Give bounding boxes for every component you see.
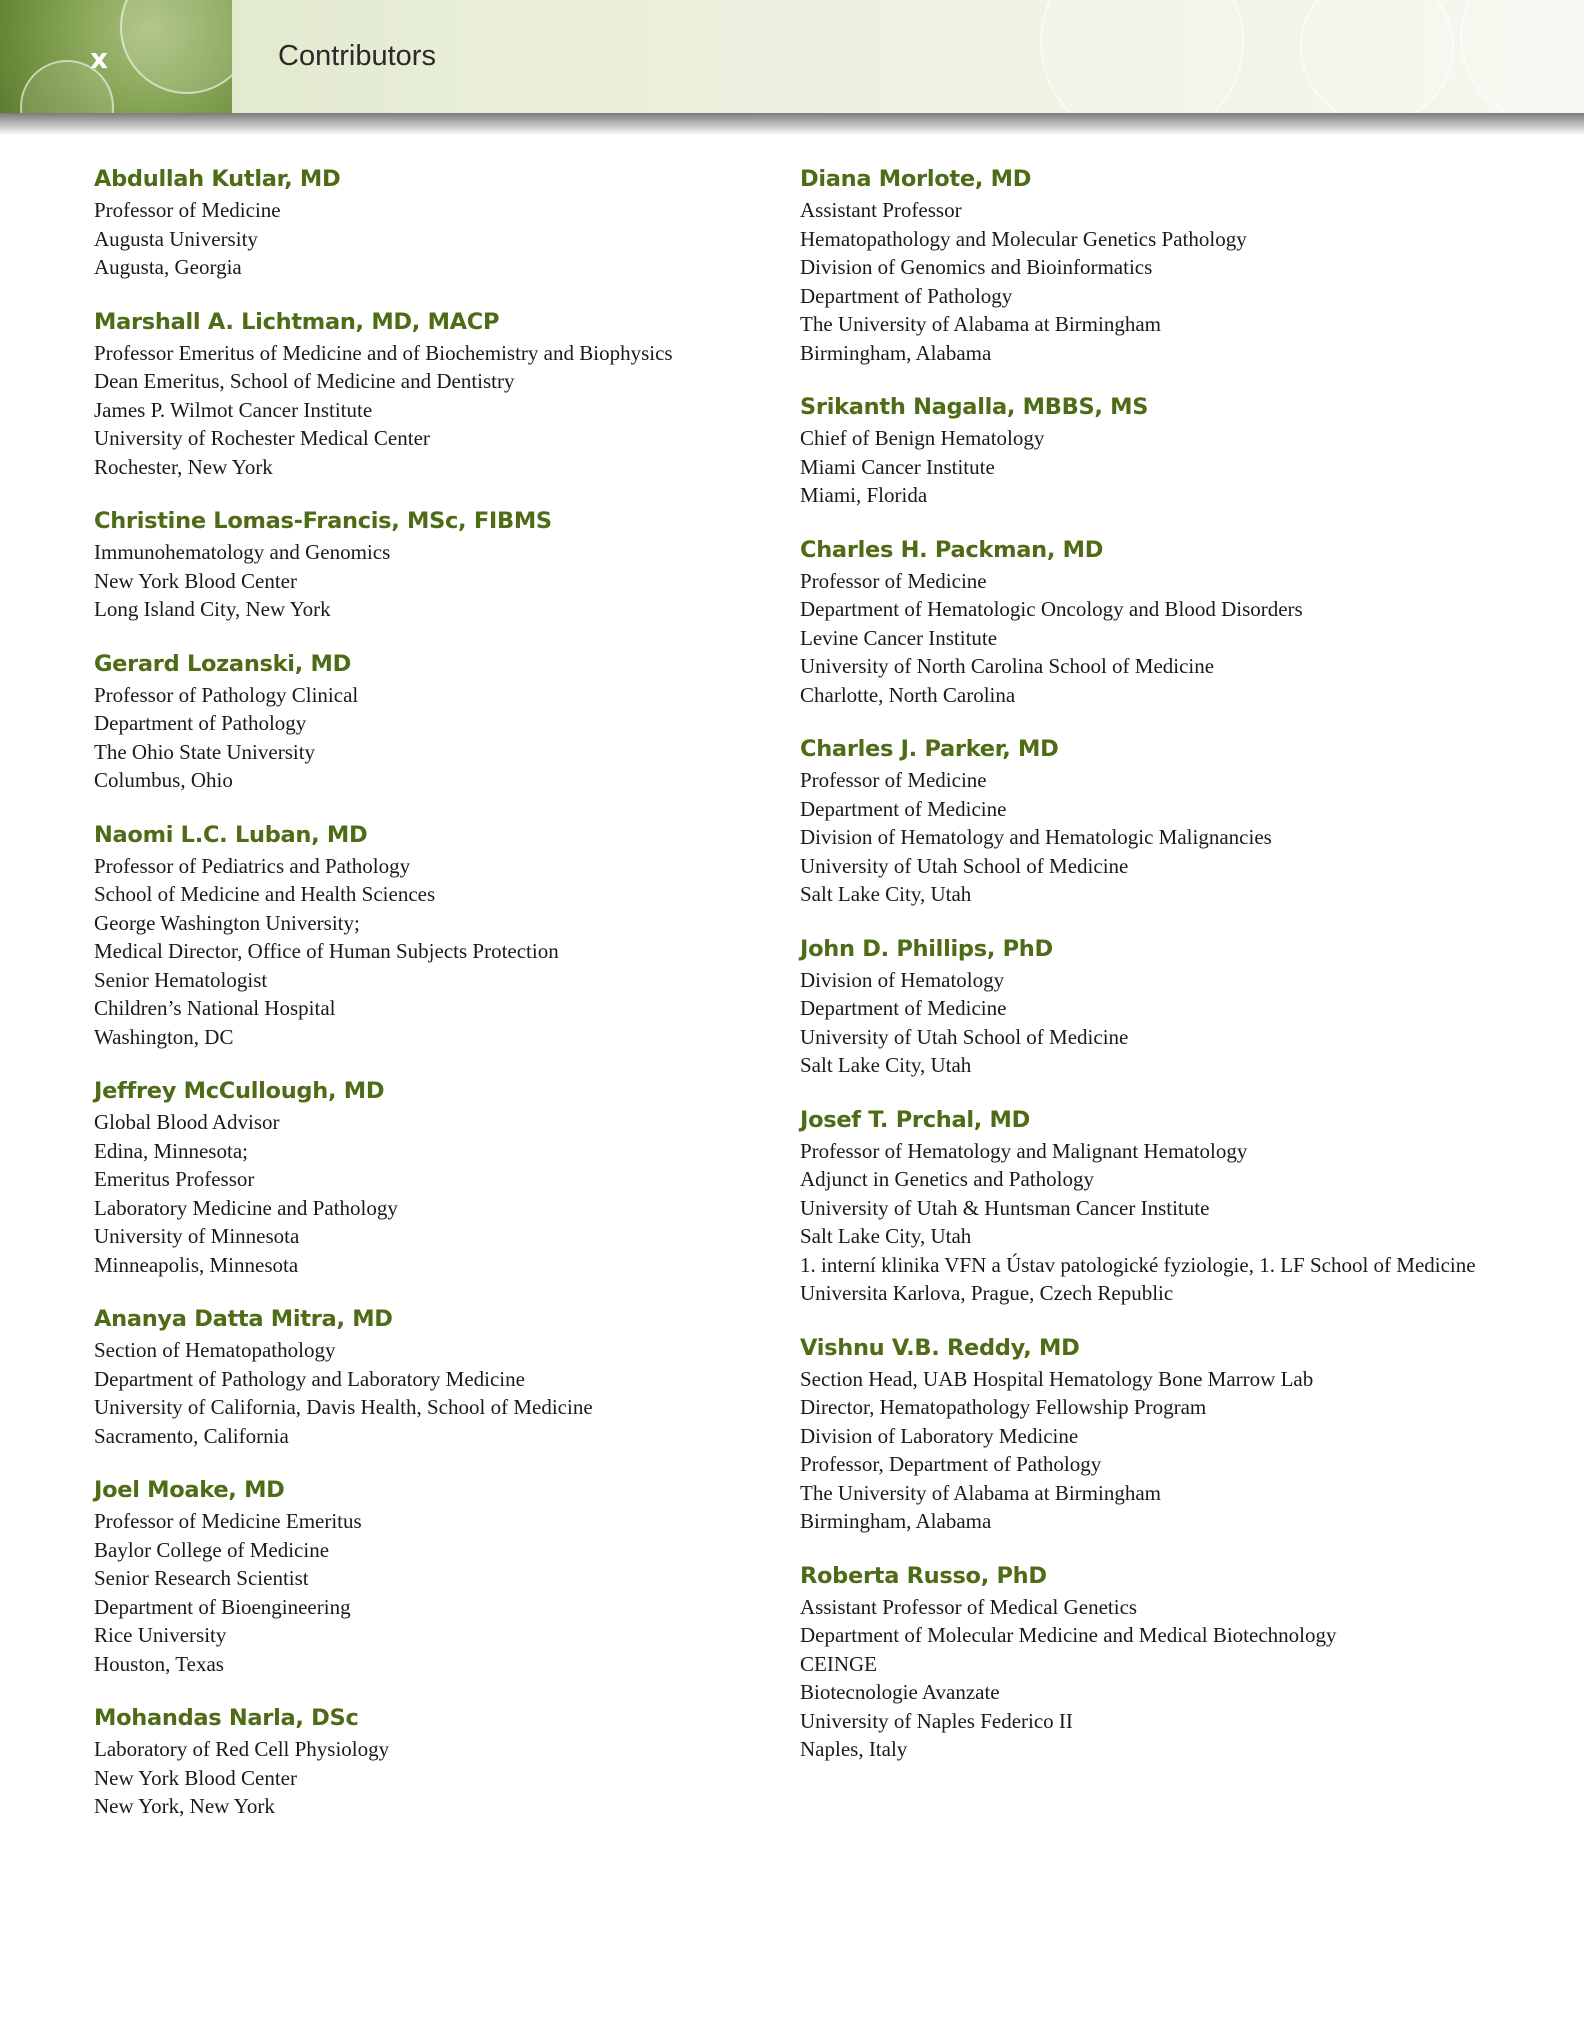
affiliation-line: Baylor College of Medicine [94,1537,330,1562]
affiliation-line: Dean Emeritus, School of Medicine and Dentistry [94,369,515,393]
affiliation-line: Rice University [94,1623,227,1647]
contributor-name: Srikanth Nagalla, MBBS, MS [800,394,1149,420]
affiliation-line: Global Blood Advisor [94,1110,280,1134]
affiliation-line: Universita Karlova, Prague, Czech Republic [800,1281,1174,1305]
affiliation-line: Birmingham, Alabama [800,340,992,365]
contributor-name: Josef T. Prchal, MD [800,1106,1031,1133]
affiliation-line: Professor of Pathology Clinical [94,682,359,707]
affiliation-line: Senior Hematologist [94,967,268,992]
affiliation-line: Immunohematology and Genomics [94,540,391,564]
affiliation-line: University of Naples Federico II [800,1708,1073,1733]
contributor-name: Mohandas Narla, DSc [94,1705,359,1731]
contributor-name: Roberta Russo, PhD [800,1562,1047,1589]
affiliation-line: Charlotte, North Carolina [800,682,1016,707]
contributor-entry [94,818,774,1052]
affiliation-line: Washington, DC [94,1024,234,1049]
affiliation-line: Professor of Hematology and Malignant Hematology [800,1138,1248,1163]
affiliation-line: Division of Hematology and Hematologic Malignancies [800,825,1272,849]
affiliation-line: The University of Alabama at Birmingham [800,1480,1161,1505]
affiliation-line: Chief of Benign Hematology [800,426,1045,450]
affiliation-line: Edina, Minnesota; [94,1138,248,1163]
affiliation-line: Department of Medicine [800,996,1007,1020]
affiliation-line: James P. Wilmot Cancer Institute [94,397,373,422]
affiliation-line: Department of Pathology [800,283,1013,308]
contributor-entry [800,162,1500,367]
decorative-bubble [120,0,232,94]
contributor-entry [94,647,774,795]
affiliation-line: Assistant Professor of Medical Genetics [800,1594,1138,1619]
contributor-entry [94,1473,774,1678]
decorative-bubble [1040,0,1244,113]
affiliation-line: Professor of Pediatrics and Pathology [94,853,411,878]
contributor-name: Christine Lomas-Francis, MSc, FIBMS [94,508,552,534]
affiliation-line: Naples, Italy [800,1737,908,1761]
contributor-entry [800,732,1500,909]
affiliation-line: Salt Lake City, Utah [800,1053,972,1077]
page-title: Contributors [278,40,436,72]
page-header [0,0,1584,113]
affiliation-line: 1. interní klinika VFN a Ústav patologické fyziologie, 1. LF School of Medicine [800,1252,1476,1277]
contributor-entry [94,504,774,624]
affiliation-line: Laboratory Medicine and Pathology [94,1195,398,1220]
left-column [94,162,774,1844]
affiliation-line: Assistant Professor [800,198,962,222]
contributor-name: Joel Moake, MD [94,1477,285,1503]
affiliation-line: Hematopathology and Molecular Genetics Pathology [800,226,1247,251]
contributor-entry [800,1559,1500,1764]
affiliation-line: University of California, Davis Health, School of Medicine [94,1395,593,1419]
affiliation-line: Medical Director, Office of Human Subjects Protection [94,939,559,963]
affiliation-line: University of Minnesota [94,1224,300,1248]
affiliation-line: New York Blood Center [94,1765,297,1790]
affiliation-line: Minneapolis, Minnesota [94,1252,299,1277]
affiliation-line: Department of Medicine [800,796,1007,821]
contributor-name: Marshall A. Lichtman, MD, MACP [94,308,500,335]
affiliation-line: Augusta, Georgia [94,255,242,279]
affiliation-line: Professor, Department of Pathology [800,1452,1102,1476]
affiliation-line: Birmingham, Alabama [800,1509,992,1533]
affiliation-line: Department of Pathology and Laboratory Medicine [94,1366,525,1391]
affiliation-line: University of North Carolina School of Medicine [800,654,1215,678]
affiliation-line: Columbus, Ohio [94,768,233,792]
affiliation-line: University of Utah School of Medicine [800,853,1129,878]
contributor-name: Gerard Lozanski, MD [94,650,351,677]
affiliation-line: Houston, Texas [94,1651,224,1676]
affiliation-line: Adjunct in Genetics and Pathology [800,1167,1094,1191]
affiliation-line: Biotecnologie Avanzate [800,1680,1000,1704]
affiliation-line: Professor of Medicine [800,768,987,792]
right-column [800,162,1500,1787]
affiliation-line: Senior Research Scientist [94,1566,309,1590]
affiliation-line: Salt Lake City, Utah [800,882,972,906]
affiliation-line: Department of Hematologic Oncology and Blood Disorders [800,597,1303,621]
affiliation-line: Professor of Medicine Emeritus [94,1509,362,1533]
affiliation-line: Division of Laboratory Medicine [800,1423,1079,1448]
contributor-entry [800,1103,1500,1308]
affiliation-line: New York Blood Center [94,568,297,593]
contributor-name: Diana Morlote, MD [800,166,1032,192]
contributor-entry [94,1701,774,1821]
contributor-entry [94,1074,774,1279]
contributor-name: Charles J. Parker, MD [800,736,1059,762]
affiliation-line: The University of Alabama at Birmingham [800,312,1161,336]
contributor-entry [94,305,774,482]
affiliation-line: Laboratory of Red Cell Physiology [94,1737,390,1761]
decorative-bubble [1460,0,1584,113]
affiliation-line: Sacramento, California [94,1423,289,1448]
affiliation-line: Long Island City, New York [94,597,331,621]
page-number-tab [0,0,232,113]
contributor-name: Charles H. Packman, MD [800,536,1104,563]
decorative-bubble [1300,0,1454,113]
affiliation-line: New York, New York [94,1794,275,1818]
affiliation-line: Department of Pathology [94,711,307,735]
contributor-name: Abdullah Kutlar, MD [94,166,341,192]
affiliation-line: Division of Hematology [800,967,1005,992]
page-number: x [90,42,109,75]
affiliation-line: George Washington University; [94,910,360,935]
affiliation-line: Salt Lake City, Utah [800,1224,972,1248]
affiliation-line: Section of Hematopathology [94,1338,336,1362]
contributor-entry [94,162,774,282]
contributor-entry [800,533,1500,710]
affiliation-line: University of Utah School of Medicine [800,1024,1129,1049]
affiliation-line: CEINGE [800,1651,877,1676]
header-shadow [0,113,1584,135]
contributor-entry [800,932,1500,1080]
contributor-name: Jeffrey McCullough, MD [94,1078,385,1104]
contributor-name: Ananya Datta Mitra, MD [94,1306,393,1332]
affiliation-line: Levine Cancer Institute [800,625,998,650]
contributor-entry [94,1302,774,1450]
contributor-entry [800,1331,1500,1536]
affiliation-line: Director, Hematopathology Fellowship Program [800,1395,1207,1419]
affiliation-line: School of Medicine and Health Sciences [94,882,436,906]
affiliation-line: University of Rochester Medical Center [94,426,430,450]
affiliation-line: Miami Cancer Institute [800,454,995,479]
affiliation-line: Professor Emeritus of Medicine and of Biochemistry and Biophysics [94,340,673,365]
contributor-entry [800,390,1500,510]
affiliation-line: Department of Molecular Medicine and Medical Biotechnology [800,1623,1337,1647]
contributor-name: John D. Phillips, PhD [800,935,1053,962]
affiliation-line: Section Head, UAB Hospital Hematology Bone Marrow Lab [800,1366,1314,1391]
affiliation-line: Division of Genomics and Bioinformatics [800,255,1153,279]
affiliation-line: Emeritus Professor [94,1167,255,1191]
affiliation-line: Professor of Medicine [800,568,987,593]
affiliation-line: Augusta University [94,226,258,251]
affiliation-line: Miami, Florida [800,483,928,507]
affiliation-line: Children’s National Hospital [94,996,336,1020]
affiliation-line: Professor of Medicine [94,198,281,222]
affiliation-line: Rochester, New York [94,454,273,479]
contributor-name: Naomi L.C. Luban, MD [94,821,368,848]
affiliation-line: The Ohio State University [94,739,316,764]
affiliation-line: Department of Bioengineering [94,1594,351,1619]
affiliation-line: University of Utah & Huntsman Cancer Institute [800,1195,1210,1220]
contributor-name: Vishnu V.B. Reddy, MD [800,1334,1080,1361]
